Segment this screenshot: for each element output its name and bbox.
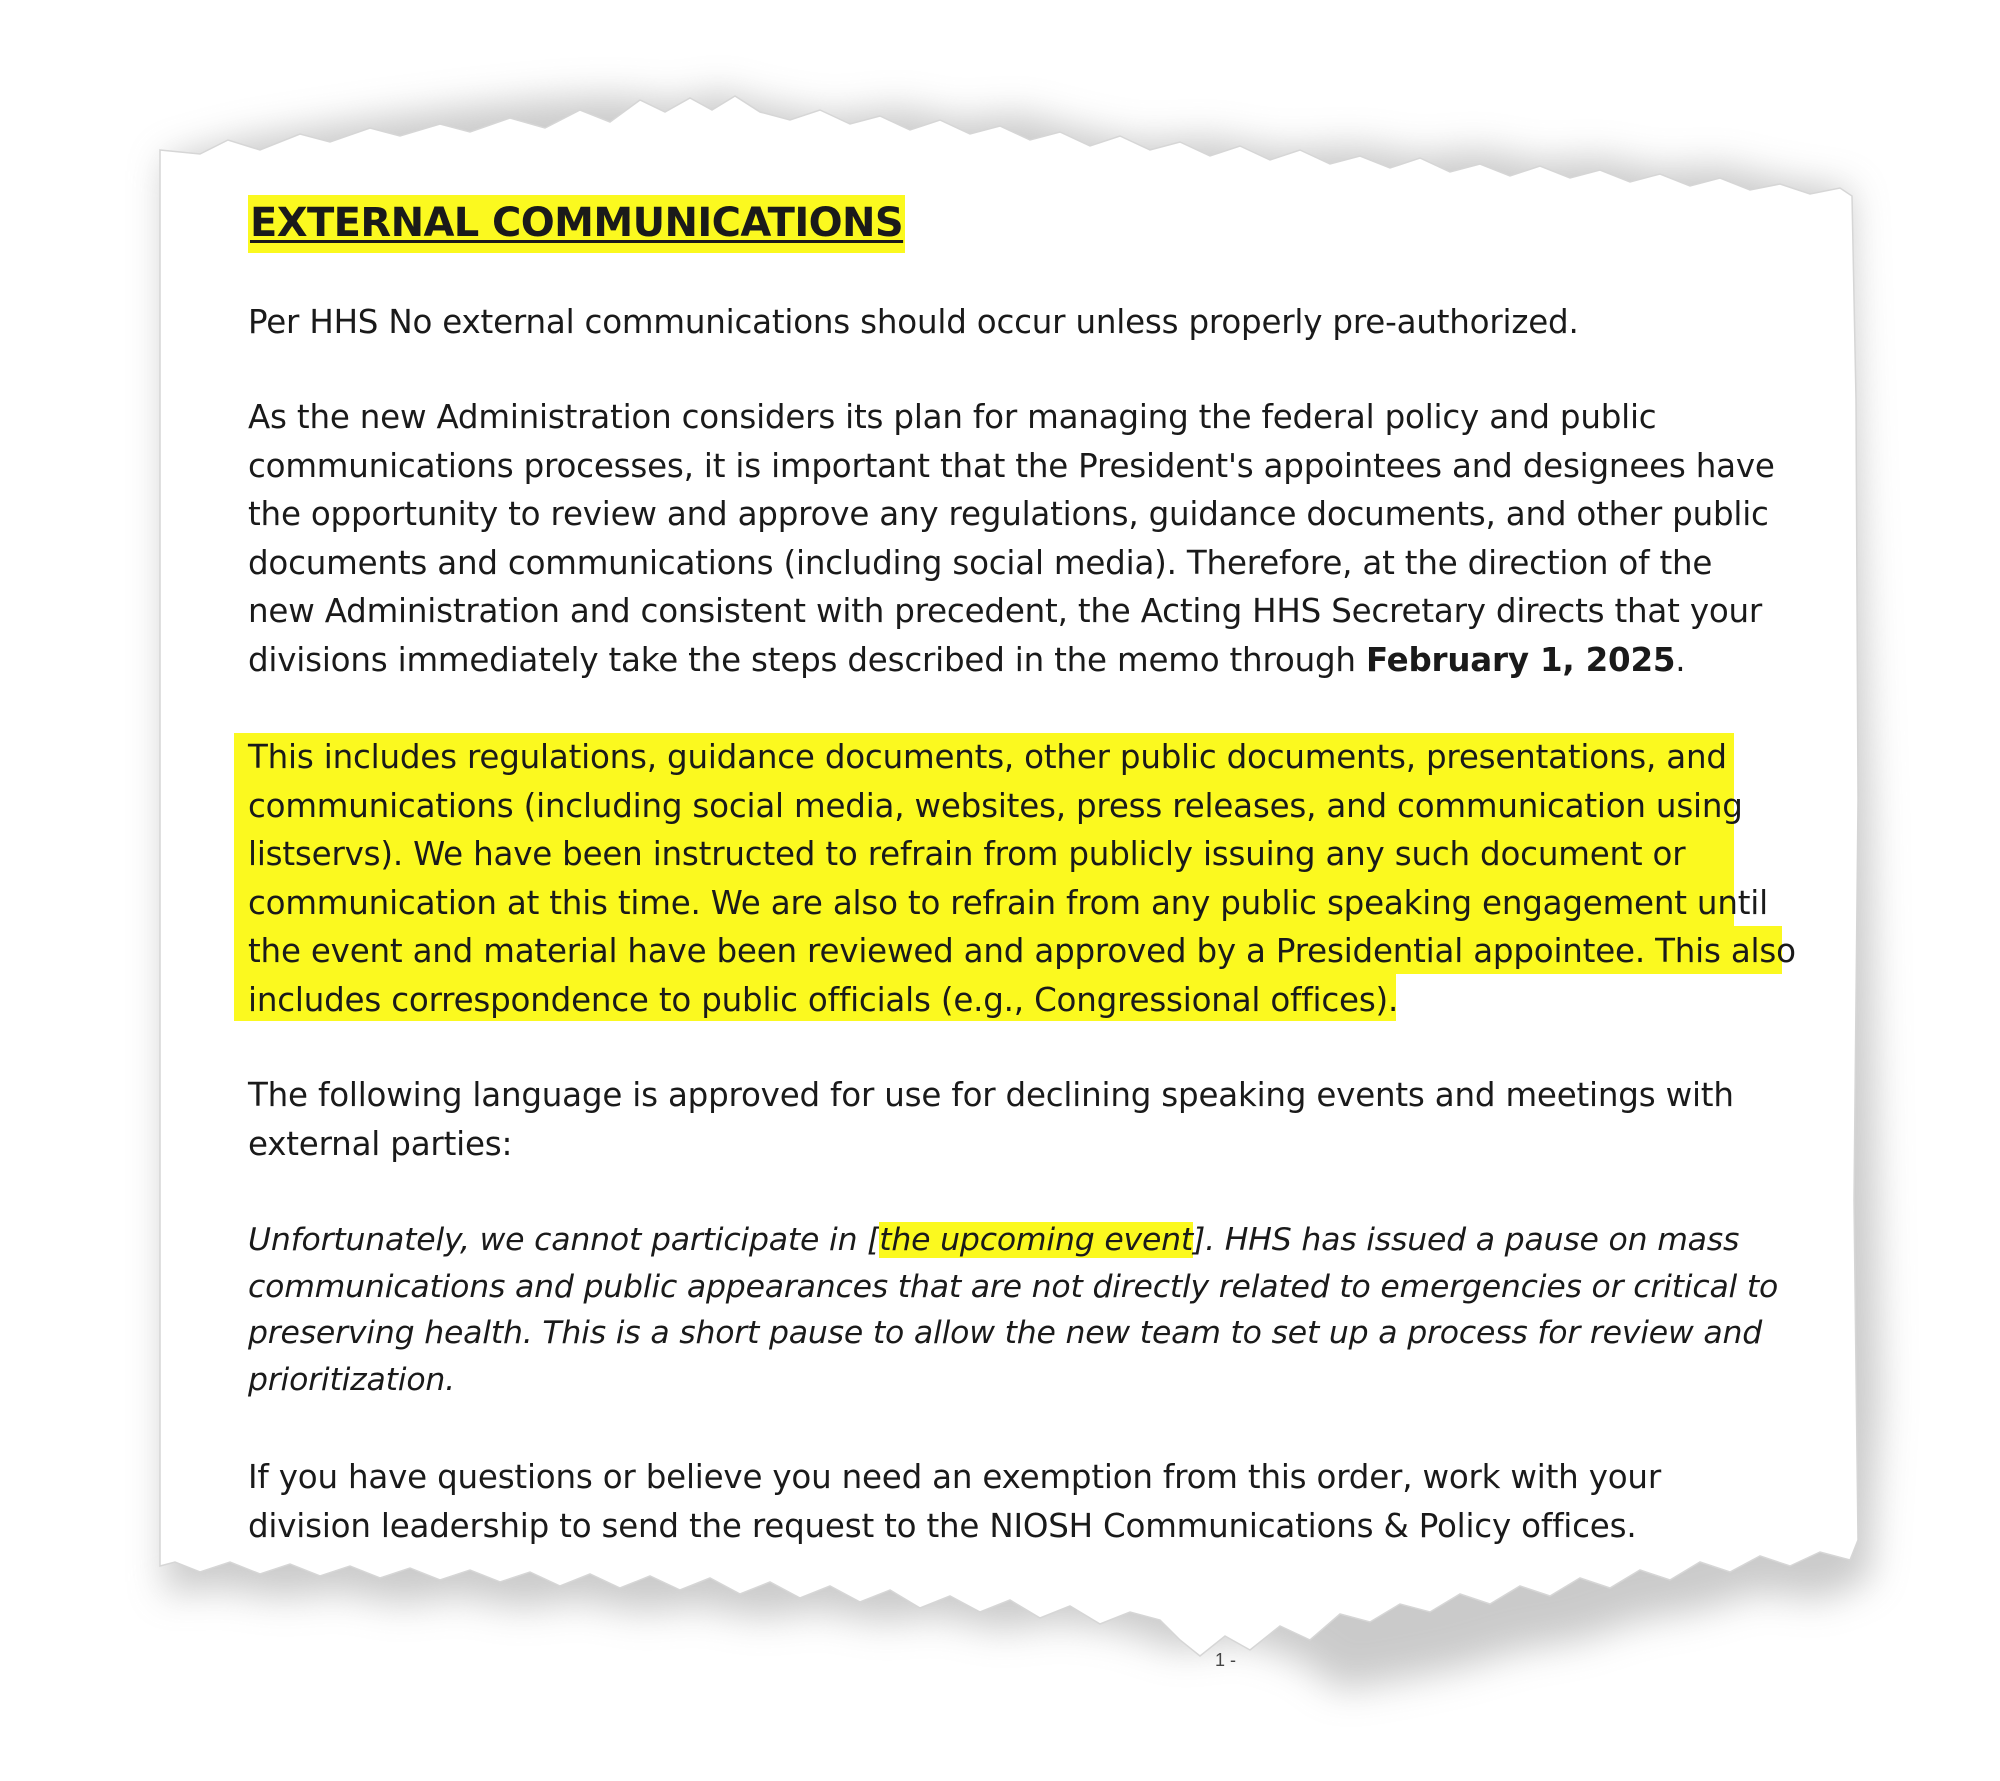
paragraph-line: The following language is approved for use for declining speaking events and meetings with [248, 1076, 1734, 1114]
paragraph-administration [248, 393, 1775, 684]
paragraph-line [248, 636, 1775, 685]
paragraph-line: documents and communications (including social media). Therefore, at the direction of the [248, 543, 1713, 582]
paragraph-line: external parties: [248, 1124, 513, 1163]
event-placeholder: the upcoming event [879, 1222, 1194, 1258]
paragraph-line: communications (including social media, websites, press releases, and communication using [248, 786, 1743, 825]
intro-line: Per HHS No external communications should occur unless properly pre-authorized. [248, 303, 1579, 341]
quote-line: communications and public appearances that are not directly related to emergencies or critical to [248, 1268, 1779, 1305]
line-text: ]. HHS has issued a pause on mass [1193, 1222, 1740, 1258]
page-number-fragment: 1 - [1215, 1650, 1237, 1670]
quote-line: preserving health. This is a short pause to allow the new team to set up a process for review and [248, 1315, 1763, 1351]
paragraph-line: As the new Administration considers its plan for managing the federal policy and public [248, 398, 1657, 436]
decline-template-quote [248, 1217, 1778, 1403]
quote-line: prioritization. [248, 1361, 455, 1398]
paragraph-line: communication at this time. We are also to refrain from any public speaking engagement until [248, 883, 1768, 922]
deadline-date: February 1, 2025 [1365, 640, 1676, 679]
paragraph-line: includes correspondence to public officials (e.g., Congressional offices). [248, 980, 1399, 1019]
paragraph-line: new Administration and consistent with precedent, the Acting HHS Secretary directs that your [248, 592, 1763, 630]
intro-paragraph [248, 298, 1579, 347]
paragraph-line: This includes regulations, guidance documents, other public documents, presentations, and [248, 738, 1727, 776]
document-title: EXTERNAL COMMUNICATIONS [248, 195, 905, 253]
paragraph-exemption [248, 1453, 1661, 1550]
paragraph-highlighted [248, 733, 1796, 1024]
paragraph-line: division leadership to send the request to the NIOSH Communications & Policy offices. [248, 1506, 1637, 1545]
line-text: . [1675, 640, 1686, 679]
paragraph-line: the event and material have been reviewed and approved by a Presidential appointee. This also [248, 932, 1796, 970]
paragraph-approved-language [248, 1071, 1734, 1168]
paragraph-line: communications processes, it is important that the President's appointees and designees have [248, 446, 1775, 485]
paragraph-line: If you have questions or believe you need an exemption from this order, work with your [248, 1458, 1661, 1496]
paragraph-line: the opportunity to review and approve any regulations, guidance documents, and other public [248, 495, 1769, 533]
quote-line [248, 1217, 1778, 1264]
line-text: divisions immediately take the steps described in the memo through [248, 640, 1366, 679]
paragraph-line: listservs). We have been instructed to refrain from publicly issuing any such document or [248, 835, 1686, 873]
line-text: Unfortunately, we cannot participate in [ [248, 1222, 880, 1258]
